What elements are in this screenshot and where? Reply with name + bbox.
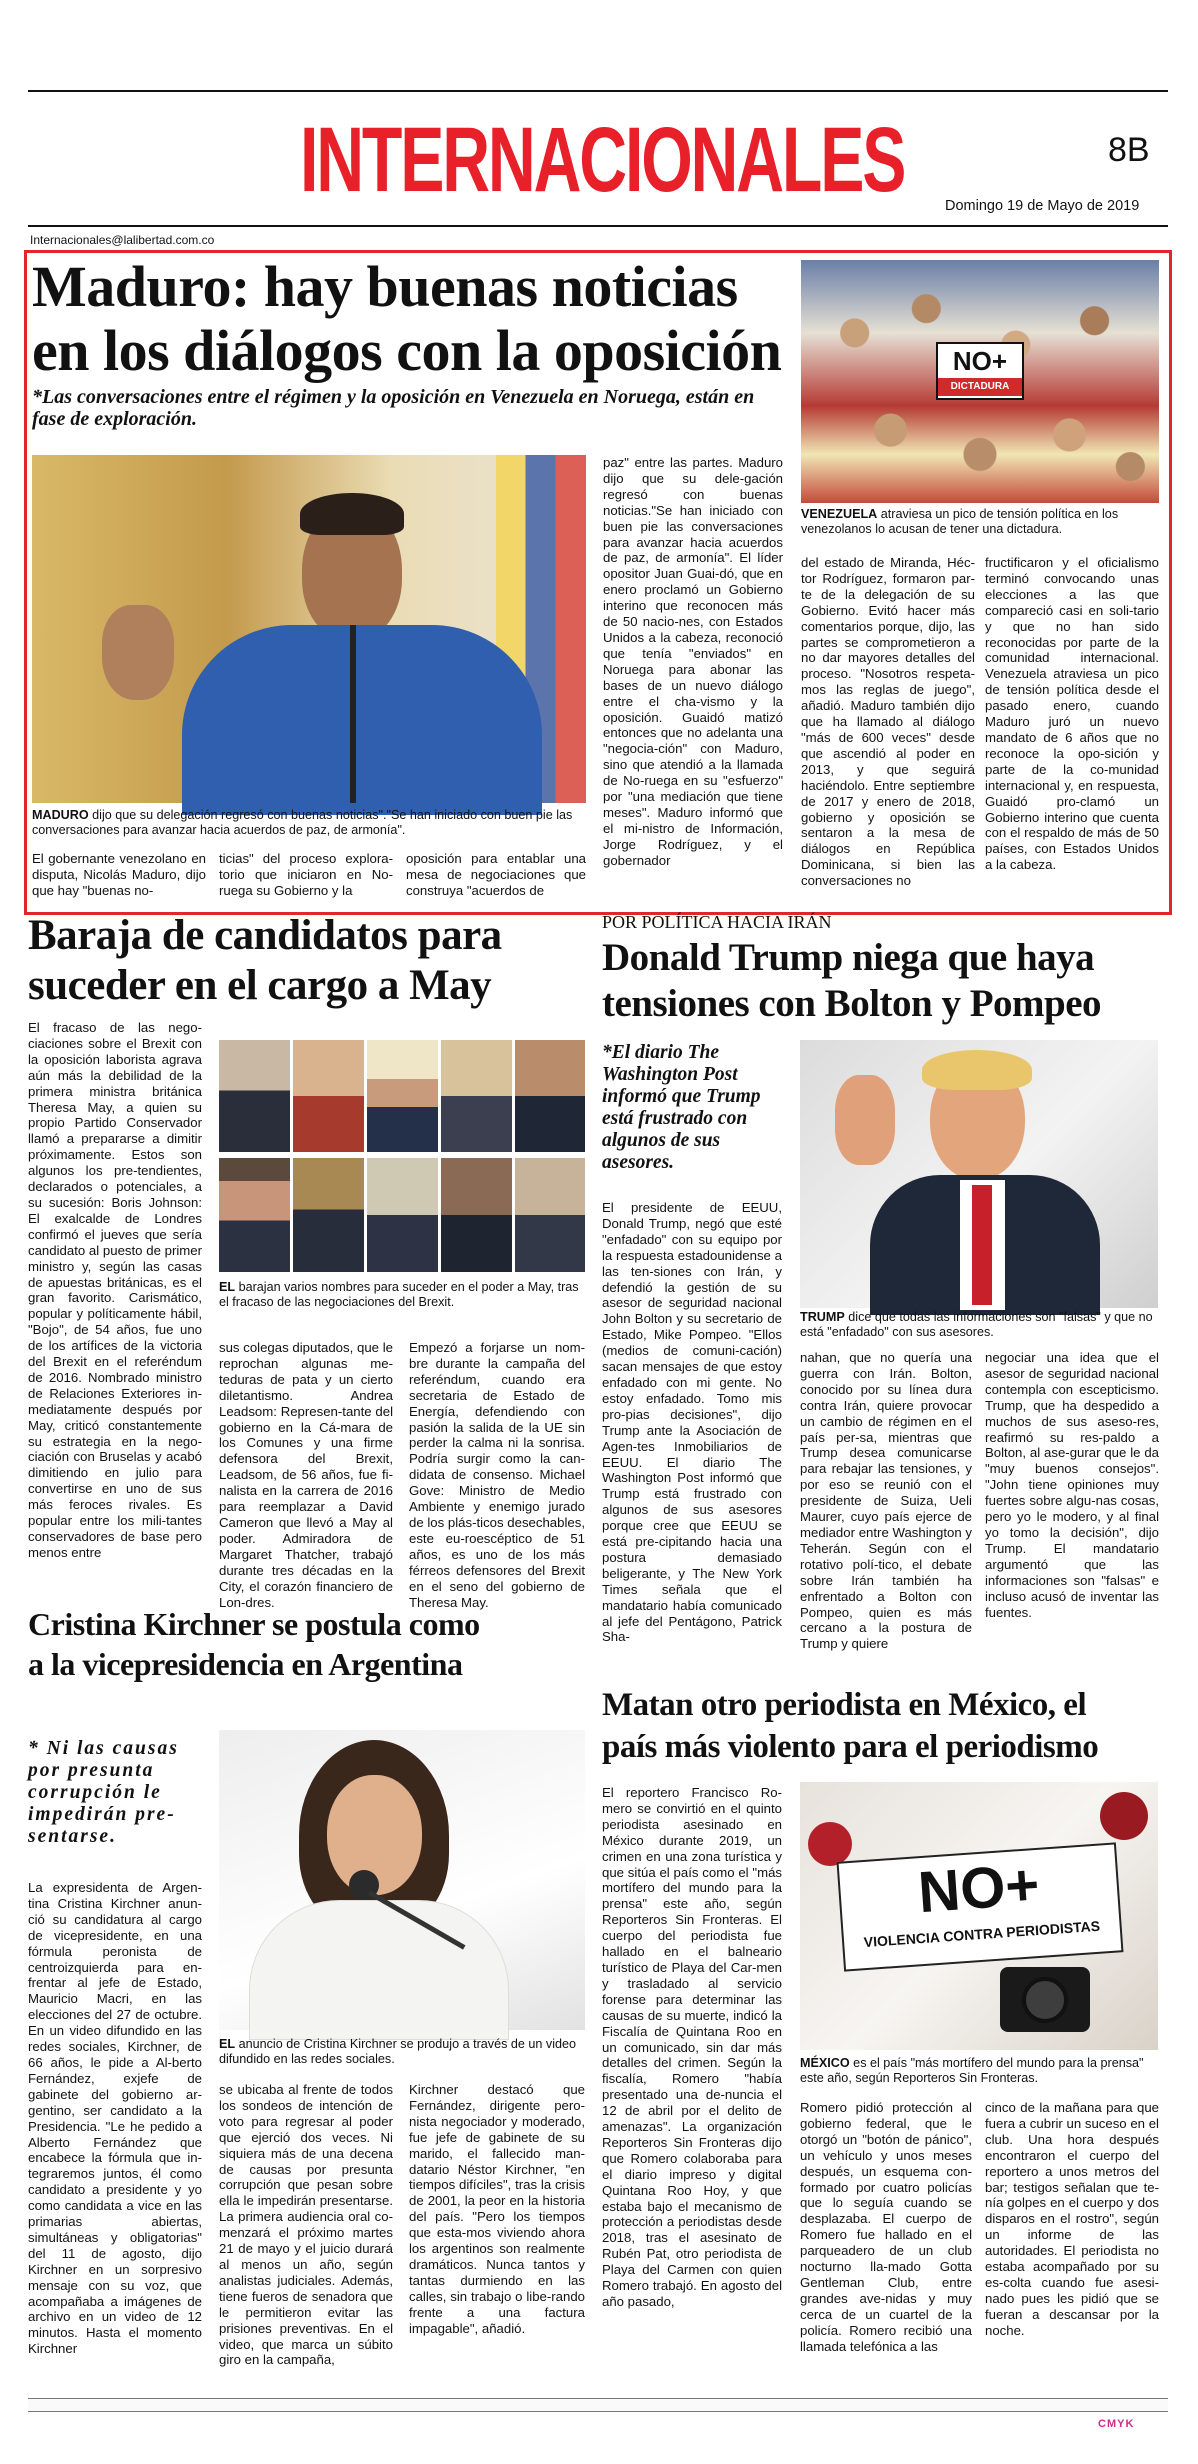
mexico-body-col-3: cinco de la mañana para que fuera a cubrir un suceso en el club. Una hora después encontraron el cuerpo del reportero a unos metros del bar; testigos señalan que te-nía golpes en el cuerpo y dos disparos en el rostro", según un informe de las autoridades. El periodista no estaba acompañado por su es-colta cuando fue asesi-nado pues les pidió que se fueran a descansar por la noche. — [985, 2100, 1159, 2338]
kirchner-body-col-3: Kirchner destacó que Fernández, dirigente pero-nista negociador y moderado, fue jefe de gabinete de su marido, el fallecido man-datario Néstor Kirchner, "en tiempos difíciles", tras la crisis de 2001, la peor en la historia del país. "Pero los tiempos que esta-mos viviendo ahora los argentinos son realmente dramáticos. Nunca tantos y tantas durmiendo en las calles, sin trabajo o libe-rando frente a una factura impagable", añadió. — [409, 2082, 585, 2336]
maduro-body-col-4: paz" entre las partes. Maduro dijo que su dele-gación regresó con buenas noticias."Se han iniciado con buen pie las conversaciones para avanzar hacia acuerdos de paz, de armonía". El líder opositor Juan Guai-dó, que en enero proclamó un Gobierno interino que reconocen más de 50 nacio-nes, con Estados Unidos a la cabeza, reconoció que tenía "enviados" en Noruega para abonar las bases de un nuevo diálogo entre el cha-vismo y la oposición. Guaidó matizó entonces que no adelanta una "negocia-ción" con Maduro, sino que atendió a la llamada de No-ruega en su "esfuerzo" por "una mediación que tiene meses". Maduro informó que el mi-nistro de Información, Jorge Rodríguez, y el gobernador — [603, 455, 783, 868]
caption-text: dice que todas las informaciones son "falsas" y que no está "enfadado" con sus asesores. — [800, 1310, 1153, 1339]
mexico-body-col-1: El reportero Francisco Ro-mero se convirtió en el quinto periodista asesinado en México durante 2019, un crimen en una zona turística y que sitúa el país como el "más mortífero del mundo para la prensa" este año, según Reporteros Sin Fronteras. El cuerpo del periodista fue hallado en el balneario turístico de Playa del Car-men y trasladado al servicio forense para determinar las causas de su muerte, indicó la Fiscalía de Quintana Roo en un comunicado, sin dar más detalles del crimen. Según la fiscalía, Romero "había presentado una de-nuncia el 12 de abril por el delito de amenazas". La organización Reporteros Sin Fronteras dijo que Romero colaboraba para el diario impreso y digital Quintana Roo Hoy, y que estaba bajo el mecanismo de protección a periodistas desde 2018, tras el asesinato de Rubén Pat, otro periodista de Playa del Carmen con quien Romero trabajó. En agosto del año pasado, — [602, 1785, 782, 2309]
trump-deck: *El diario The Washington Post informó que Trump está frustrado con algunos de sus asesores. — [602, 1042, 761, 1173]
no-mas-sign — [936, 342, 1024, 400]
candidate-thumb — [441, 1040, 512, 1152]
top-rule — [28, 90, 1168, 92]
trump-kicker: POR POLÍTICA HACIA IRÁN — [602, 912, 832, 932]
candidate-thumb — [515, 1040, 585, 1152]
caption-lead: TRUMP — [800, 1310, 845, 1324]
sign-text: NO+ — [916, 1851, 1042, 1926]
candidate-thumb — [367, 1158, 438, 1272]
maduro-headline-line-2: en los diálogos con la oposición — [32, 318, 782, 383]
person-hand — [102, 605, 174, 700]
trump-photo — [800, 1040, 1158, 1308]
person-shirt — [182, 625, 542, 815]
maduro-body-col-6: fructificaron y el oficialismo terminó convocando unas elecciones a las que compareció casi en soli-tario y que no han sido reconocidas por parte de la comunidad internacional. Venezuela atraviesa un pico de tensión política desde el pasado enero, cuando Maduro juró un nuevo mandato de 6 años que no reconoce la opo-sición y parte de la co-munidad internacional y, en respuesta, Guaidó pro-clamó un Gobierno interino que cuenta con el respaldo de más de 50 países, con Estados Unidos a la cabeza. — [985, 555, 1159, 873]
candidate-thumb — [441, 1158, 512, 1272]
trump-hand — [835, 1075, 895, 1165]
kirchner-headline-line-1: Cristina Kirchner se postula como — [28, 1606, 480, 1642]
caption-lead: MÉXICO — [800, 2056, 850, 2070]
kirchner-photo — [219, 1730, 585, 2030]
email-line: Internacionales@lalibertad.com.co — [30, 233, 215, 247]
may-body-col-1: El fracaso de las nego-ciaciones sobre el Brexit con la oposición laborista agrava aún más la debilidad de la primera ministra británica Theresa May, a quien su propio Partido Conservador llamó a prepararse a dimitir próximamente. Estos son algunos los pre-tendientes, declarados o potenciales, a su sucesión: Boris Johnson: El exalcalde de Londres confirmó el jueves que sería candidato al puesto de primer ministro y, según las casas de apuestas británicas, es el gran favorito. Carismático, popular y políticamente hábil, "Bojo", de 54 años, fue uno de los artífices de la victoria del Brexit en el referéndum de 2016. Nombrado ministro de Relaciones Exteriores in-mediatamente después por May, criticó constantemente su estrategia en la nego-ciación con Bruselas y acabó dimitiendo en julio para convertirse en uno de sus más feroces rivales. Es popular entre los mili-tantes conservadores de base pero menos entre — [28, 1020, 202, 1560]
maduro-body-col-2: ticias" del proceso explora-torio que iniciaron en No-ruega su Gobierno y la — [219, 851, 393, 898]
rose-right — [1100, 1792, 1148, 1840]
caption-text: barajan varios nombres para suceder en el poder a May, tras el fracaso de las negociaciones del Brexit. — [219, 1280, 579, 1309]
sign-subtext: DICTADURA — [938, 378, 1022, 396]
may-body-col-2: sus colegas diputados, que le reprochan algunas me-teduras de pata y un cierto diletantismo. Andrea Leadsom: Represen-tante del gobierno en la Cá-mara de los Comunes y una firme defensora del Brexit, Leadsom, de 56 años, fue fi-nalista en la carrera de 2016 para reemplazar a David Cameron que llevó a May al poder. Admiradora de Margaret Thatcher, trabajó durante tres décadas en la City, el corazón financiero de Lon-dres. — [219, 1340, 393, 1610]
candidate-thumb — [219, 1158, 290, 1272]
trump-headline-line-1: Donald Trump niega que haya — [602, 936, 1095, 979]
person-hair — [300, 493, 404, 535]
trump-headline-line-2: tensiones con Bolton y Pompeo — [602, 982, 1102, 1025]
section-title: INTERNACIONALES — [300, 109, 905, 211]
mexico-body-col-2: Romero pidió protección al gobierno federal, que le otorgó un "botón de pánico", un vehículo y unos meses después, un esquema con-formado por cuatro policías que lo seguía cuando se desplazaba. El cuerpo de Romero fue hallado en el parqueadero de un club nocturno lla-mado Gotta Gentleman Club, entre grandes ave-nidas y muy cerca de un cuartel de la policía. Romero recibió una llamada telefónica a las — [800, 2100, 972, 2354]
kirchner-deck: * Ni las causas por presunta corrupción le impedirán pre-sentarse. — [28, 1738, 179, 1847]
candidate-thumb — [219, 1040, 290, 1152]
issue-date: Domingo 19 de Mayo de 2019 — [945, 198, 1140, 214]
cmyk-mark: CMYK — [1098, 2418, 1135, 2430]
candidate-thumb — [293, 1158, 364, 1272]
footer-color-bar — [28, 2398, 1168, 2412]
maduro-portrait-photo — [32, 455, 586, 803]
mexico-headline-line-2: país más violento para el periodismo — [602, 1729, 1099, 1765]
maduro-body-col-3: oposición para entablar una mesa de negociaciones que construya "acuerdos de — [406, 851, 586, 898]
mexico-photo-caption — [800, 2056, 1158, 2086]
maduro-crowd-photo — [801, 260, 1159, 503]
mexico-protest-photo — [800, 1782, 1158, 2050]
caption-text: es el país "más mortífero del mundo para la prensa" este año, según Reporteros Sin Fronteras. — [800, 2056, 1144, 2085]
caption-text: anuncio de Cristina Kirchner se produjo a través de un video difundido en las redes sociales. — [219, 2037, 577, 2066]
trump-body-col-3: negociar una idea que el asesor de seguridad nacional contempla con escepticismo. Trump, que ha despedido a muchos de sus aseso-res, reafirmó su res-paldo a Bolton, al ase-gurar que le da "muy buenos consejos". "John tiene opiniones muy fuertes sobre algu-nas cosas, pero yo le modero, y al final yo tomo la decisión", dijo Trump. El mandatario argumentó que las informaciones son "falsas" e incluso acusó de inventar las fuentes. — [985, 1350, 1159, 1620]
sign-subtext: VIOLENCIA CONTRA PERIODISTAS — [863, 1917, 1101, 1951]
rose-left — [808, 1822, 852, 1866]
caption-lead: MADURO — [32, 808, 89, 822]
candidate-thumb — [515, 1158, 585, 1272]
sign-text: NO+ — [952, 346, 1008, 376]
maduro-headline-line-1: Maduro: hay buenas noticias — [32, 254, 738, 319]
camera-lens — [1022, 1977, 1068, 2023]
trump-body-col-2: nahan, que no quería una guerra con Irán. Bolton, conocido por su línea dura contra Irán, quiere provocar un cambio de régimen en el país per-sa, mientras que Trump desea comunicarse para rebajar las tensiones, y por eso se reunió con el presidente de Suiza, Ueli Maurer, cuyo país ejerce de mediador entre Washington y Teherán. Según con el rotativo polí-tico, el debate sobre Irán también ha enfrentado a Bolton con Pompeo, quien es más cercano a la postura de Trump y quiere — [800, 1350, 972, 1652]
trump-body-col-1: El presidente de EEUU, Donald Trump, negó que esté "enfadado" con su equipo por la respuesta estadounidense a las ten-siones con Irán, y defendió la gestión de su asesor de seguridad nacional John Bolton y su secretario de Estado, Mike Pompeo. "Ellos (medios de comuni-cación) sacan mensajes de que estoy enfadado con mi gente. No estoy enfadado. Tomo mis pro-pias decisiones", dijo Trump ante la Asociación de Agen-tes Inmobiliarios de EEUU. El diario The Washington Post informó que Trump está frustrado con algunos de sus asesores porque cree que EEUU se está pre-cipitando hacia una postura demasiado beligerante, y The New York Times señala que el mandatario había comunicado al jefe del Pentágono, Patrick Sha- — [602, 1200, 782, 1645]
maduro-body-col-1: El gobernante venezolano en disputa, Nicolás Maduro, dijo que hay "buenas no- — [32, 851, 206, 898]
candidate-thumb — [367, 1040, 438, 1152]
caption-text: atraviesa un pico de tensión política en los venezolanos lo acusan de tener una dictadura. — [801, 507, 1119, 536]
mexico-headline-line-1: Matan otro periodista en México, el — [602, 1687, 1087, 1723]
kirchner-headline-line-2: a la vicepresidencia en Argentina — [28, 1646, 463, 1682]
maduro-crowd-caption — [801, 507, 1159, 537]
kirchner-body-col-1: La expresidenta de Argen-tina Cristina Kirchner anun-ció su candidatura al cargo de vicepresidente, en una fórmula peronista de centroizquierda para en-frentar al jefe de Estado, Mauricio Macri, en las elecciones del 27 de octubre. En un video difundido en las redes sociales, Kirchner, de 66 años, le pide a Al-berto Fernández, exjefe de gabinete del gobierno ar-gentino, ser candidato a la Presidencia. "Le he pedido a Alberto Fernández que encabece la fórmula que in-tegraremos juntos, él como candidato a presidente y yo como candidata a vice en las primarias abiertas, simultáneas y obligatorias" del 11 de agosto, dijo Kirchner en un sorpresivo mensaje con su voz, que acompañaba a imágenes de archivo en un video de 12 minutos. Hasta el momento Kirchner — [28, 1880, 202, 2357]
caption-text: dijo que su delegación regresó con buenas noticias"."Se han iniciado con buen pie las conversaciones para avanzar hacia acuerdos de paz, de armonía". — [32, 808, 573, 837]
protest-sign — [837, 1842, 1124, 1971]
may-body-col-3: Empezó a forjarse un nom-bre durante la campaña del referéndum, cuando era secretaria de Estado de Energía, defendiendo con pasión la salida de la UE sin perder la calma ni la sonrisa. Podría surgir como la can-didata de consenso. Michael Gove: Ministro de Medio Ambiente y enemigo jurado de los plás-ticos desechables, este eu-roescéptico de 51 años, es uno de los más férreos defensores del Brexit en el seno del gobierno de Theresa May. — [409, 1340, 585, 1610]
header-rule — [28, 225, 1168, 227]
microphone — [350, 625, 356, 803]
kirchner-body-col-2: se ubicaba al frente de todos los sondeos de intención de voto para regresar al poder que ejerció dos veces. Ni siquiera más de una decena de causas por presunta corrupción que pesan sobre ella le impedirán presentarse. La primera audiencia oral co-menzará el próximo martes 21 de mayo y el juicio durará al menos un año, según analistas judiciales. Además, tiene fueros de senadora que le permitieron evitar las prisiones preventivas. En el video, que marca un súbito giro en la campaña, — [219, 2082, 393, 2368]
maduro-portrait-caption — [32, 808, 586, 838]
may-candidates-photo-grid — [219, 1040, 585, 1272]
may-photo-caption — [219, 1280, 585, 1310]
maduro-deck: *Las conversaciones entre el régimen y la oposición en Venezuela en Noruega, están en fase de exploración. — [32, 386, 755, 430]
trump-hair — [922, 1050, 1032, 1090]
maduro-body-col-5: del estado de Miranda, Héc-tor Rodríguez, formaron par-te de la delegación de su Gobierno. Evitó hacer más comentarios porque, dijo, las partes se comprometieron a no dar mayores detalles del proceso. "Nosotros respeta-mos las reglas de juego", añadió. Maduro también dijo que ha llamado al diálogo "más de 600 veces" desde que ascendió al poder en 2013, y que seguirá haciéndolo. Entre septiembre de 2017 y enero de 2018, gobierno y oposición se sentaron a la mesa de diálogos en República Dominicana, si bien las conversaciones no — [801, 555, 975, 889]
trump-tie — [972, 1185, 992, 1305]
caption-lead: VENEZUELA — [801, 507, 878, 521]
kirchner-dress — [249, 1900, 509, 2040]
trump-photo-caption — [800, 1310, 1158, 1340]
may-headline-line-1: Baraja de candidatos para — [28, 912, 502, 959]
may-headline-line-2: suceder en el cargo a May — [28, 962, 492, 1009]
candidate-thumb — [293, 1040, 364, 1152]
caption-lead: EL — [219, 2037, 236, 2051]
caption-lead: EL — [219, 1280, 236, 1294]
page-number: 8B — [1108, 131, 1150, 169]
kirchner-photo-caption — [219, 2037, 585, 2067]
